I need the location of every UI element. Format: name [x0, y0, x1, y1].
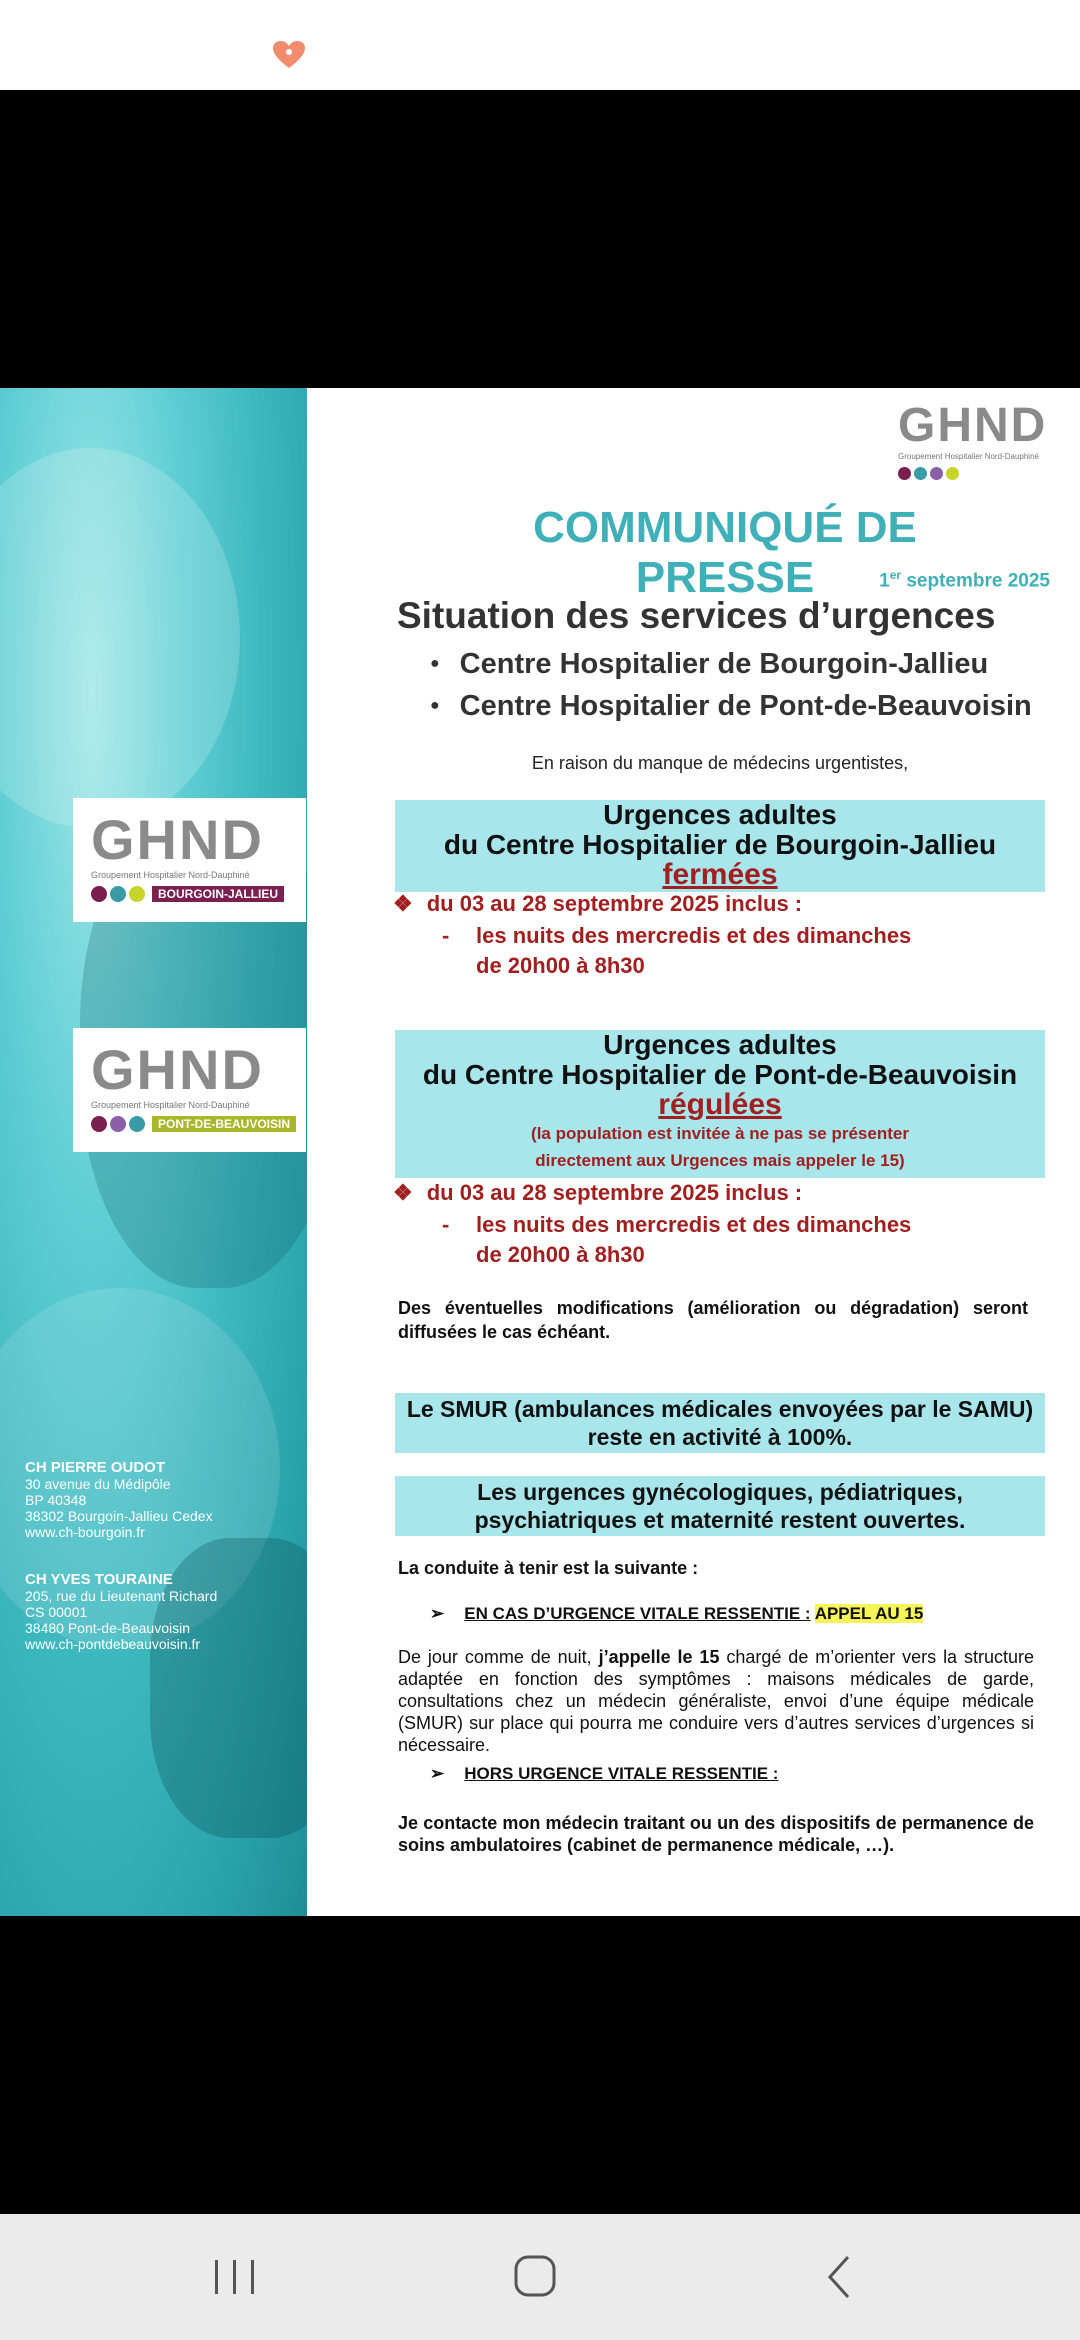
logo-tag: BOURGOIN-JALLIEU — [152, 886, 284, 902]
back-icon[interactable] — [810, 2252, 870, 2302]
navigation-bar — [0, 2214, 1080, 2340]
conduite-title: La conduite à tenir est la suivante : — [398, 1558, 699, 1578]
situation-title: Situation des services d’urgences — [397, 595, 996, 636]
status-label: fermées — [662, 858, 778, 891]
logo-letters: GHND — [91, 1038, 264, 1101]
recents-icon[interactable] — [205, 2252, 265, 2302]
bullet-pont: ● Centre Hospitalier de Pont-de-Beauvoisin — [430, 690, 1032, 723]
status-label: régulées — [658, 1088, 782, 1121]
logo-subtitle: Groupement Hospitalier Nord-Dauphiné — [91, 1100, 250, 1110]
letterbox-bottom — [0, 1916, 1080, 2214]
urgences-bourgoin-box — [395, 800, 1045, 892]
address-line: www.ch-pontdebeauvoisin.fr — [25, 1636, 201, 1652]
note-line: directement aux Urgences mais appeler le 15) — [535, 1151, 905, 1170]
non-vital-paragraph: Je contacte mon médecin traitant ou un des dispositifs de permanence de soins ambulatoires (cabinet de permanence médicale, …). — [398, 1813, 1034, 1855]
vital-paragraph: De jour comme de nuit, j’appelle le 15 chargé de m’orienter vers la structure adaptée en fonction des symptômes : maisons médicales de garde, consultations chez un médecin généraliste, envoi d’une équipe médicale (SMUR) sur place qui pourra me conduire vers d’autres services d’urgences si nécessaire. — [398, 1647, 1034, 1755]
logo-bourgoin — [73, 798, 306, 922]
side-photo-panel — [0, 388, 307, 1916]
address-line: 205, rue du Lieutenant Richard — [25, 1588, 218, 1604]
address-line: BP 40348 — [25, 1492, 87, 1508]
heart-icon — [272, 40, 306, 70]
detail-line: de 20h00 à 8h30 — [476, 1242, 645, 1267]
detail-line: de 20h00 à 8h30 — [476, 953, 645, 978]
other-urgences-box — [395, 1476, 1045, 1536]
non-vital-line: ➢ HORS URGENCE VITALE RESSENTIE : — [430, 1764, 779, 1783]
vital-line: ➢ EN CAS D’URGENCE VITALE RESSENTIE : APPEL AU 15 — [430, 1604, 924, 1623]
address-line: www.ch-bourgoin.fr — [25, 1524, 145, 1540]
intro-text: En raison du manque de médecins urgentistes, — [531, 753, 909, 773]
address-line: CS 00001 — [25, 1604, 88, 1620]
box-line: Les urgences gynécologiques, pédiatriques, — [477, 1479, 963, 1505]
logo-subtitle: Groupement Hospitalier Nord-Dauphiné — [91, 870, 250, 880]
bullet-bourgoin: ● Centre Hospitalier de Bourgoin-Jallieu — [430, 648, 988, 681]
modifications-text: Des éventuelles modifications (amélioration ou dégradation) seront diffusées le cas échéant. — [398, 1298, 1028, 1342]
logo-tag: PONT-DE-BEAUVOISIN — [152, 1116, 296, 1132]
address-name: CH YVES TOURAINE — [25, 1571, 173, 1588]
header-logo — [898, 399, 1068, 480]
detail-line: - les nuits des mercredis et des dimanches — [442, 1212, 912, 1237]
logo-subtitle: Groupement Hospitalier Nord-Dauphiné — [898, 452, 1039, 461]
dates-line: ❖ du 03 au 28 septembre 2025 inclus : — [393, 891, 803, 916]
address-line: 38302 Bourgoin-Jallieu Cedex — [25, 1508, 213, 1524]
address-line: 38480 Pont-de-Beauvoisin — [25, 1620, 191, 1636]
box-title: Urgences adultes — [603, 1029, 837, 1060]
dates-line: ❖ du 03 au 28 septembre 2025 inclus : — [393, 1180, 803, 1205]
press-release-title: COMMUNIQUÉ DE PRESSE — [533, 503, 917, 602]
box-title: du Centre Hospitalier de Pont-de-Beauvoisin — [422, 1059, 1018, 1090]
address-line: 30 avenue du Médipôle — [25, 1476, 171, 1492]
address-block-2 — [25, 1572, 217, 1652]
logo-letters: GHND — [898, 399, 1048, 452]
note-line: (la population est invitée à ne pas se présenter — [531, 1124, 909, 1143]
status-bar — [0, 0, 1080, 90]
urgences-pont-box — [395, 1030, 1045, 1178]
box-title: Urgences adultes — [603, 799, 837, 830]
home-icon[interactable] — [505, 2252, 565, 2302]
box-line: psychiatriques et maternité restent ouvertes. — [474, 1507, 966, 1533]
smur-box — [395, 1393, 1045, 1453]
logo-pont — [73, 1028, 306, 1152]
address-block-1 — [25, 1460, 213, 1540]
detail-line: - les nuits des mercredis et des dimanches — [442, 923, 912, 948]
logo-letters: GHND — [91, 808, 264, 871]
letterbox-top — [0, 90, 1080, 388]
box-title: du Centre Hospitalier de Bourgoin-Jallieu — [443, 829, 997, 860]
box-line: Le SMUR (ambulances médicales envoyées par le SAMU) — [406, 1396, 1034, 1422]
release-date: 1er septembre 2025 — [879, 568, 1050, 592]
box-line: reste en activité à 100%. — [587, 1424, 853, 1450]
address-name: CH PIERRE OUDOT — [25, 1459, 166, 1476]
press-release-image[interactable] — [0, 388, 1080, 1916]
